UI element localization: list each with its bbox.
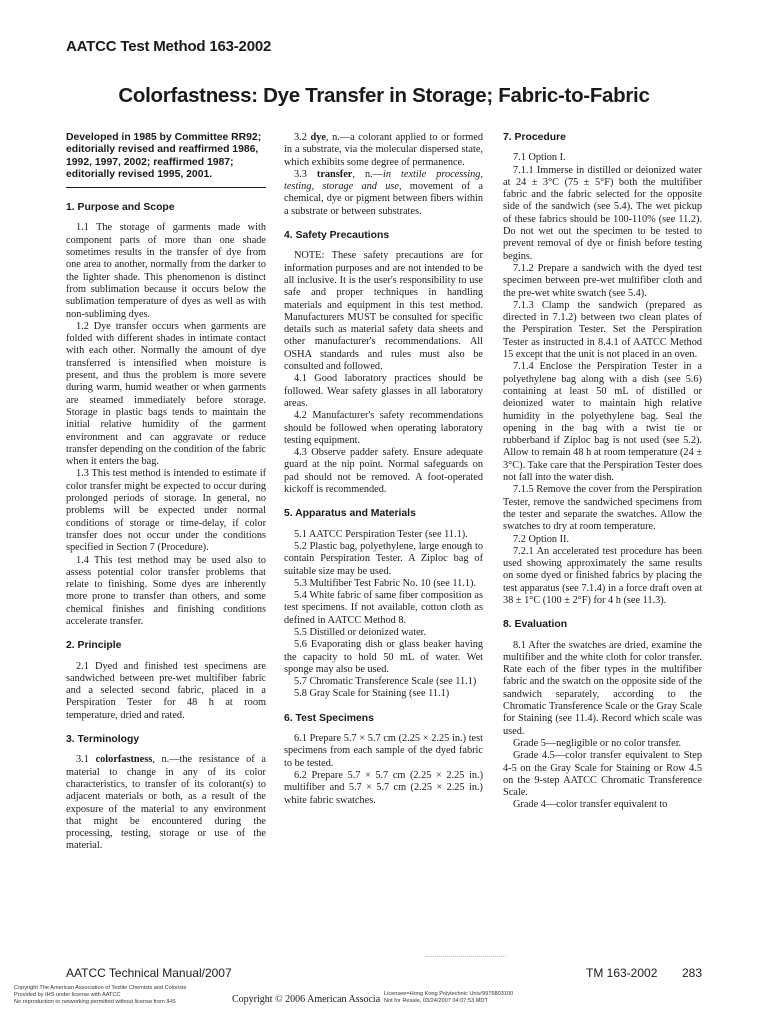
page-number: 283 [682,966,703,980]
copyright-line: Copyright The American Association of Textile Chemists and Colorists [14,985,187,991]
license-line: Not for Resale, 03/24/2007 04:07:53 MDT [384,997,488,1004]
paragraph: 5.3 Multifiber Test Fabric No. 10 (see 11.1). [294,577,477,589]
column-left [66,132,266,853]
paragraph: 1.3 This test method is intended to estimate if color transfer might be expected to occur during prolonged periods of storage. In general, no problems will be expected under normal conditions of storage or time-delay, if color transfer does not occur under the conditions specified in Section 7 (Procedure). [66,468,266,554]
definition-dye [284,132,483,169]
definition-text: , movement of a chemical, dye or pigment between fibers within a substrate or between substrates. [284,181,483,217]
paragraph: 4.2 Manufacturer's safety recommendations should be followed when operating laboratory testing equipment. [284,410,483,446]
copyright-center: Copyright © 2006 American Associa [232,994,381,1005]
copyright-notice [14,985,186,1005]
paragraph: 5.5 Distilled or deionized water. [294,626,427,638]
safety-note: NOTE: These safety precautions are for information purposes and are not intended to be all inclusive. It is the user's responsibility to use safe and proper techniques in handling materials and equipment in this test method. Manufacturers MUST be consulted for specific details such as material safety data sheets and other manufacturer's recommendations. All OSHA standards and rules must also be consulted and followed. [284,250,483,373]
paragraph: 5.4 White fabric of same fiber composition as test specimens. If not available, cotton cloth as defined in AATCC Method 8. [284,590,483,626]
paragraph: 7.1.5 Remove the cover from the Perspiration Tester, remove the sandwiched specimens from the tester and separate the swatches. Allow the swatches to dry at room temperature. [503,484,702,533]
definition-text: , n.—the resistance of a material to change in any of its color characteristics, to transfer of its colorant(s) to adjacent materials or both, as a result of the exposure of the material to any environment that might be encountered during the processing, testing, storage or use of the material. [66,754,266,852]
definition-context: in textile processing, testing, storage and use [284,168,484,193]
definition-number: 3.1 [76,754,96,766]
grade-line: Grade 5—negligible or no color transfer. [513,737,682,749]
section-heading-specimens: 6. Test Specimens [284,712,374,724]
defined-term: transfer [316,168,353,180]
page-title: Colorfastness: Dye Transfer in Storage; Fabric-to-Fabric [118,84,650,107]
paragraph: 6.1 Prepare 5.7 × 5.7 cm (2.25 × 2.25 in.) test specimens from each sample of the dyed fabric to be tested. [284,733,483,769]
paragraph: 5.2 Plastic bag, polyethylene, large enough to contain Perspiration Tester. A Ziploc bag of suitable size may be used. [284,540,483,577]
definition-number: 3.3 [294,168,317,180]
grade-line: Grade 4.5—color transfer equivalent to Step 4-5 on the Gray Scale for Staining or Row 4.5 on the 9-step AATCC Chromatic Transference Scale. [503,750,702,799]
footer-manual: AATCC Technical Manual/2007 [66,966,232,980]
paragraph: 1.1 The storage of garments made with component parts of more than one shade sometimes results in the transfer of dye from one area to another, normally from the darker to the lighter shade. This phenomenon is distinct from sublimation because it occurs below the sublimation temperature of dyes as well as with non-subliming dyes. [66,222,266,320]
paragraph: 4.1 Good laboratory practices should be followed. Wear safety glasses in all laboratory areas. [284,373,483,409]
section-heading-purpose: 1. Purpose and Scope [66,202,175,214]
copyright-line: Provided by IHS under license with AATCC [14,991,121,998]
paragraph: 5.8 Gray Scale for Staining (see 11.1) [294,688,450,700]
section-heading-evaluation: 8. Evaluation [503,619,568,631]
license-stamp [384,991,513,1005]
divider [66,187,266,188]
paragraph: 1.4 This test method may be used also to assess potential color transfer problems that relate to finishing. Some dyes are inherently more prone to transfer than others, and some chemical finishes and finishing conditions accelerate transfer. [66,554,266,627]
paragraph: 7.1.4 Enclose the Perspiration Tester in a polyethylene bag along with a dish (see 5.6) containing at least 50 mL of distilled or deionized water to maintain high relative humidity in the polyethylene bag. Seal the opening in the bag with a twist tie or rubberband if Ziploc bag is not used (see 5.2). Allow to remain 48 h at room temperature (24 ± 3°C). Take care that the Perspiration Tester does not fall into the water dish. [503,361,702,484]
faint-separator [426,956,506,957]
development-note: Developed in 1985 by Committee RR92; editorially revised and reaffirmed 1986, 1992, 1997, 2002; reaffirmed 1987; editorially revised 1995, 2001. [66,132,262,180]
paragraph: 7.2.1 An accelerated test procedure has been used showing approximately the same results on some dyed or finished fabrics by placing the test apparatus (see 7.1.4) in a force draft oven at 38 ± 1°C (100 ± 2°F) for 4 h (see 11.3). [503,545,702,606]
section-heading-principle: 2. Principle [66,640,122,652]
paragraph: 7.1.2 Prepare a sandwich with the dyed test specimen between pre-wet multifiber cloth and the pre-wet white swatch (see 5.4). [503,262,702,299]
paragraph: 5.1 AATCC Perspiration Tester (see 11.1). [294,528,468,540]
section-heading-procedure: 7. Procedure [503,132,566,143]
paragraph: 4.3 Observe padder safety. Ensure adequate guard at the nip point. Normal safeguards on pad should not be removed. A foot-operated kickoff is recommended. [284,447,483,496]
section-heading-safety: 4. Safety Precautions [284,230,390,242]
paragraph: 7.1.1 Immerse in distilled or deionized water at 24 ± 3°C (75 ± 5°F) both the multifiber fabric and the fabric selected for the opposite side of the sandwich (see 5.4). The wet pickup of these fabrics should be 100-110% (see 11.2). Do not wet out the specimen to be tested to prevent removal of dye or finish before testing begins. [503,164,702,262]
defined-term: dye [310,132,326,143]
definition-text: , n.— [352,168,383,180]
footer-method: TM 163-2002 [586,966,658,980]
paragraph: 7.1 Option I. [513,152,566,164]
definition-number: 3.2 [294,132,311,143]
paragraph: 2.1 Dyed and finished test specimens are sandwiched between pre-wet multifiber fabric and a selected second fabric, placed in a Perspiration Tester for 48 h at room temperature, dried and rated. [66,660,266,721]
copyright-line: No reproduction or networking permitted without license from IHS [14,998,176,1005]
paragraph: 5.7 Chromatic Transference Scale (see 11.1) [294,676,477,688]
method-header: AATCC Test Method 163-2002 [66,38,272,55]
paragraph: 8.1 After the swatches are dried, examine the multifiber and the white cloth for color transfer. Rate each of the fiber types in the multifiber fabric and the swatch on the opposite side of the sandwich separately, according to the Chromatic Transference Scale or the Gray Scale for Staining (see 11.4). Record which scale was used. [503,639,702,737]
column-middle [284,132,483,807]
paragraph: 5.6 Evaporating dish or glass beaker having the capacity to hold 50 mL of water. Wet sponge may also be used. [284,639,483,675]
defined-term: colorfastness [95,754,153,766]
column-right [503,132,702,812]
definition-text: , n.—a colorant applied to or formed in a substrate, via the molecular dispersed state, which exhibits some degree of permanence. [284,132,483,168]
license-line: Licensee=Hong Kong Polytechnic Univ/9976803100 [384,991,514,997]
paragraph: 7.1.3 Clamp the sandwich (prepared as directed in 7.1.2) between two clean plates of the Perspiration Tester. Set the Perspiration Tester as instructed in 8.4.1 of AATCC Method 15 except that the unit is not placed in an oven. [503,299,702,361]
paragraph: 6.2 Prepare 5.7 × 5.7 cm (2.25 × 2.25 in.) multifiber and 5.7 × 5.7 cm (2.25 × 2.25 in.) white fabric swatches. [284,769,483,806]
definition-transfer [284,169,483,218]
definition-colorfastness [66,754,266,852]
paragraph: 1.2 Dye transfer occurs when garments are folded with different shades in intimate contact with each other. Normally the amount of dye transferred is intensified when moisture is present, and thus the problem is more severe during warm, humid weather or when garments are steamed immediately before storage. Storage in plastic bags tends to maintain the initial relative humidity of the garment environment and can aggravate or reduce transfer depending on the condition of the fabric when it enters the bag. [66,320,266,468]
section-heading-terminology: 3. Terminology [66,734,140,746]
paragraph: 7.2 Option II. [513,533,570,545]
section-heading-apparatus: 5. Apparatus and Materials [284,508,416,520]
grade-line: Grade 4—color transfer equivalent to [513,799,668,811]
